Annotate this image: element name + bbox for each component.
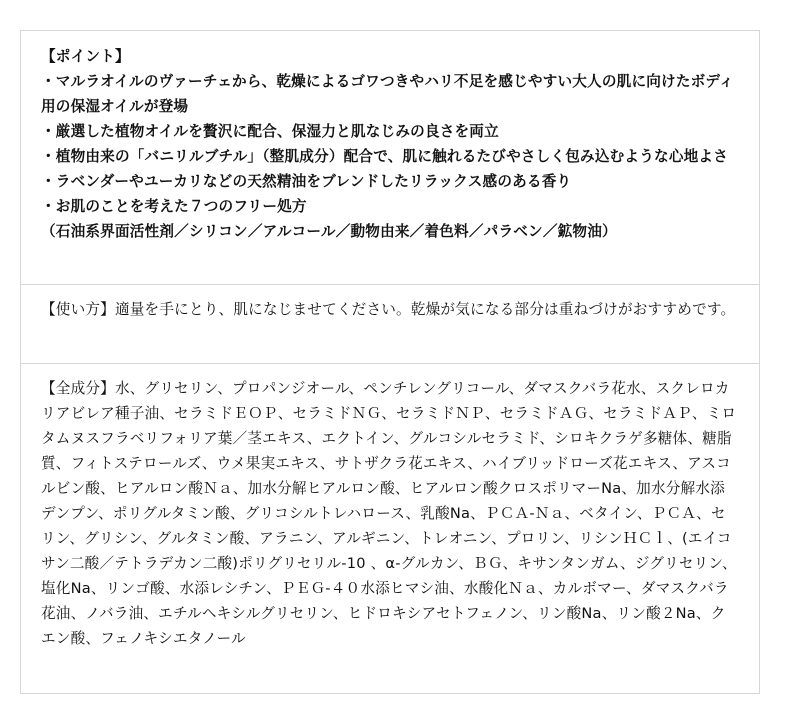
ingredients-section bbox=[21, 363, 759, 693]
point-item: ・厳選した植物オイルを贅沢に配合、保湿力と肌なじみの良さを両立 bbox=[41, 123, 499, 140]
point-item: （石油系界面活性剤／シリコン／アルコール／動物由来／着色料／パラベン／鉱物油） bbox=[41, 223, 617, 240]
points-section bbox=[21, 31, 759, 284]
point-item: ・ラベンダーやユーカリなどの天然精油をブレンドしたリラックス感のある香り bbox=[41, 173, 572, 190]
point-item: ・お肌のことを考えた７つのフリー処方 bbox=[41, 198, 307, 215]
ingredients-text: 【全成分】水、グリセリン、プロパンジオール、ペンチレングリコール、ダマスクバラ花水、スクレロカリアビレア種子油、セラミドＥＯＰ、セラミドＮＧ、セラミドＮＰ、セラミドＡＧ、セラミドＡＰ、ミロタムヌスフラベリフォリア葉／茎エキス、エクトイン、グルコシルセラミド、シロキクラゲ多糖体、糖脂質、フィトステロールズ、ウメ果実エキス、サトザクラ花エキス、ハイブリッドローズ花エキス、アスコルビン酸、ヒアルロン酸Ｎａ、加水分解ヒアルロン酸、ヒアルロン酸クロスポリマーNa、加水分解水添デンプン、ポリグルタミン酸、グリコシルトレハロース、乳酸Na、ＰＣＡ-Ｎａ、ベタイン、ＰＣＡ、セリン、グリシン、グルタミン酸、アラニン、アルギニン、トレオニン、プロリン、リシンＨＣｌ、(エイコサン二酸／テトラデカン二酸)ポリグリセリル-10 、α-グルカン、ＢＧ、キサンタンガム、ジグリセリン、塩化Na、リンゴ酸、水添レシチン、ＰＥＧ-４０水添ヒマシ油、水酸化Ｎａ、カルボマー、ダマスクバラ花油、ノバラ油、エチルヘキシルグリセリン、ヒドロキシアセトフェノン、リン酸Na、リン酸２Na、クエン酸、フェノキシエタノール bbox=[41, 380, 737, 647]
point-item: ・植物由来の「バニリルブチル」（整肌成分）配合で、肌に触れるたびやさしく包み込むような心地よさ bbox=[41, 148, 728, 165]
point-item: ・マルラオイルのヴァーチェから、乾燥によるゴワつきやハリ不足を感じやすい大人の肌に向けたボディ用の保湿オイルが登場 bbox=[41, 73, 734, 115]
product-info-table bbox=[20, 30, 760, 694]
usage-text: 【使い方】適量を手にとり、肌になじませてください。乾燥が気になる部分は重ねづけがおすすめです。 bbox=[41, 301, 736, 318]
points-heading: 【ポイント】 bbox=[41, 48, 130, 65]
usage-section bbox=[21, 284, 759, 363]
